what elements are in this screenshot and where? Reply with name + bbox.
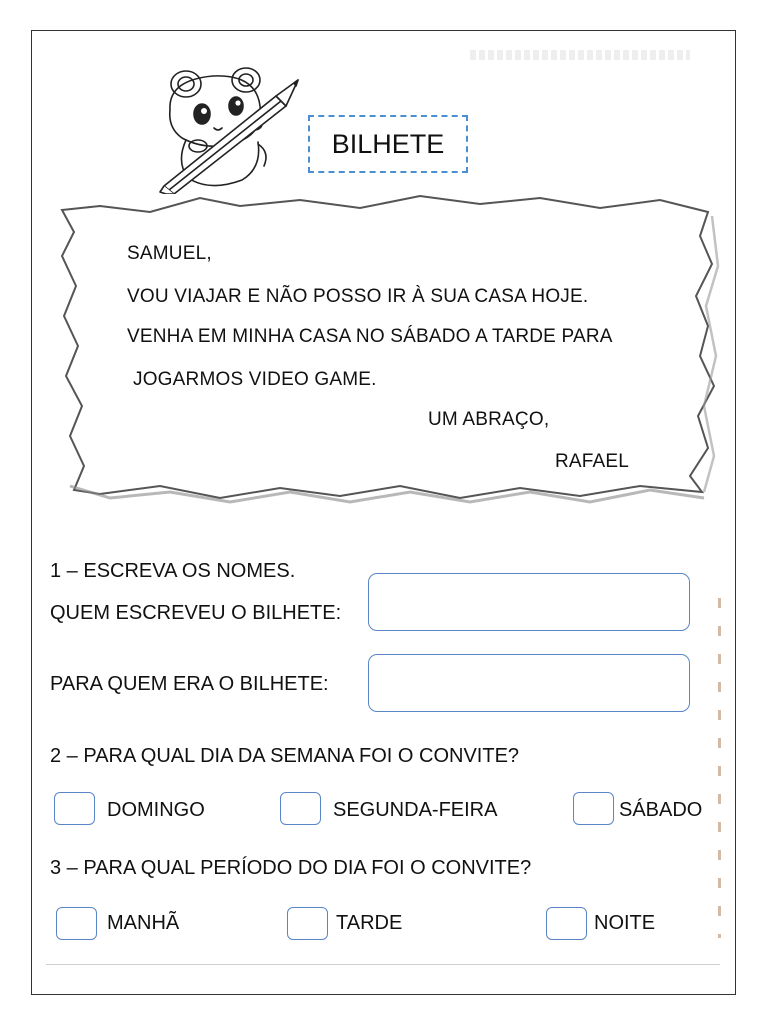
checkbox-noite[interactable] xyxy=(546,907,587,940)
who-wrote-answer-box[interactable] xyxy=(368,573,690,631)
checkbox-tarde[interactable] xyxy=(287,907,328,940)
hamster-holding-pencil-icon xyxy=(158,62,306,194)
note-line-1: VOU VIAJAR E NÃO POSSO IR À SUA CASA HOJE. xyxy=(127,286,589,307)
faint-header-text xyxy=(470,50,690,60)
question-1-heading: 1 – ESCREVA OS NOMES. xyxy=(50,560,296,582)
who-wrote-label: QUEM ESCREVEU O BILHETE: xyxy=(50,602,342,624)
side-dashed-border xyxy=(718,598,721,938)
worksheet-page xyxy=(31,30,736,995)
checkbox-manha[interactable] xyxy=(56,907,97,940)
question-3-heading: 3 – PARA QUAL PERÍODO DO DIA FOI O CONVITE? xyxy=(50,857,532,879)
option-domingo: DOMINGO xyxy=(107,799,205,821)
question-2-heading: 2 – PARA QUAL DIA DA SEMANA FOI O CONVITE? xyxy=(50,745,520,767)
option-tarde: TARDE xyxy=(336,912,403,934)
note-line-3: JOGARMOS VIDEO GAME. xyxy=(133,369,377,390)
bottom-divider xyxy=(46,964,720,965)
note-closing: UM ABRAÇO, xyxy=(428,409,550,430)
page-title: BILHETE xyxy=(331,128,445,159)
option-noite: NOITE xyxy=(594,912,656,934)
checkbox-sabado[interactable] xyxy=(573,792,614,825)
checkbox-segunda-feira[interactable] xyxy=(280,792,321,825)
for-whom-answer-box[interactable] xyxy=(368,654,690,712)
option-sabado: SÁBADO xyxy=(619,799,703,821)
note-signature: RAFAEL xyxy=(555,451,630,472)
checkbox-domingo[interactable] xyxy=(54,792,95,825)
title-box xyxy=(308,115,468,173)
note-greeting: SAMUEL, xyxy=(127,243,212,264)
note-line-2: VENHA EM MINHA CASA NO SÁBADO A TARDE PARA xyxy=(127,326,613,347)
option-segunda-feira: SEGUNDA-FEIRA xyxy=(333,799,498,821)
option-manha: MANHÃ xyxy=(107,912,180,934)
for-whom-label: PARA QUEM ERA O BILHETE: xyxy=(50,673,329,695)
